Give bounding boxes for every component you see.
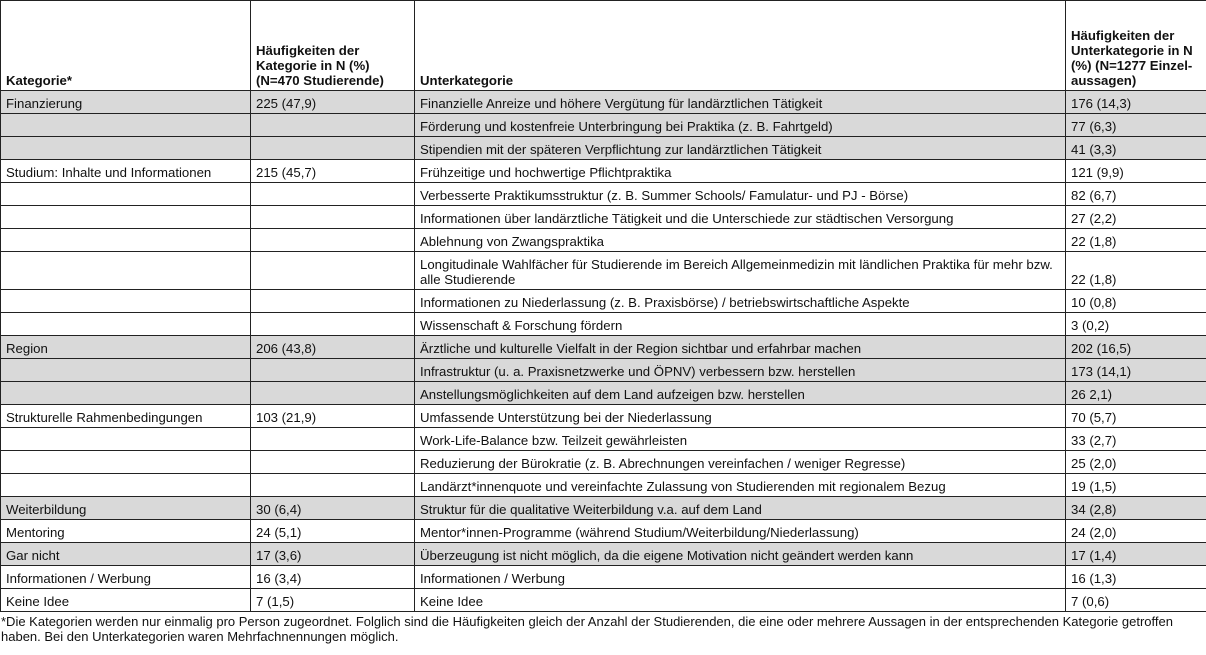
category-cell — [1, 290, 251, 313]
category-frequency-cell — [251, 252, 415, 290]
subcategory-frequency-cell: 27 (2,2) — [1066, 206, 1206, 229]
category-cell: Mentoring — [1, 520, 251, 543]
subcategory-frequency-cell: 202 (16,5) — [1066, 336, 1206, 359]
category-cell: Informationen / Werbung — [1, 566, 251, 589]
category-frequency-cell — [251, 382, 415, 405]
subcategory-frequency-cell: 121 (9,9) — [1066, 160, 1206, 183]
category-frequency-cell: 206 (43,8) — [251, 336, 415, 359]
subcategory-frequency-cell: 26 2,1) — [1066, 382, 1206, 405]
category-cell — [1, 229, 251, 252]
category-frequency-cell — [251, 114, 415, 137]
category-frequency-cell — [251, 359, 415, 382]
category-frequency-cell: 17 (3,6) — [251, 543, 415, 566]
category-cell — [1, 451, 251, 474]
subcategory-cell: Infrastruktur (u. a. Praxisnetzwerke und ÖPNV) verbessern bzw. herstellen — [415, 359, 1066, 382]
table-row — [1, 497, 1206, 520]
subcategory-frequency-cell: 41 (3,3) — [1066, 137, 1206, 160]
category-cell: Strukturelle Rahmenbedingungen — [1, 405, 251, 428]
table-row — [1, 91, 1206, 114]
table-row — [1, 543, 1206, 566]
category-cell — [1, 206, 251, 229]
subcategory-cell: Verbesserte Praktikumsstruktur (z. B. Summer Schools/ Famulatur- und PJ - Börse) — [415, 183, 1066, 206]
subcategory-frequency-cell: 24 (2,0) — [1066, 520, 1206, 543]
subcategory-frequency-cell: 3 (0,2) — [1066, 313, 1206, 336]
table-row — [1, 451, 1206, 474]
category-cell: Keine Idee — [1, 589, 251, 612]
table-row — [1, 252, 1206, 290]
header-unterkategorie-frequency: Häufigkeiten der Unterkategorie in N (%) (N=1277 Einzel-aussagen) — [1066, 1, 1206, 91]
subcategory-frequency-cell: 82 (6,7) — [1066, 183, 1206, 206]
category-frequency-cell — [251, 137, 415, 160]
subcategory-cell: Struktur für die qualitative Weiterbildung v.a. auf dem Land — [415, 497, 1066, 520]
table-row — [1, 114, 1206, 137]
subcategory-frequency-cell: 33 (2,7) — [1066, 428, 1206, 451]
category-frequency-cell — [251, 313, 415, 336]
category-cell: Finanzierung — [1, 91, 251, 114]
table-row — [1, 290, 1206, 313]
category-cell — [1, 428, 251, 451]
subcategory-cell: Keine Idee — [415, 589, 1066, 612]
subcategory-frequency-cell: 173 (14,1) — [1066, 359, 1206, 382]
subcategory-frequency-cell: 17 (1,4) — [1066, 543, 1206, 566]
header-row — [1, 1, 1206, 91]
category-frequency-cell — [251, 451, 415, 474]
table-row — [1, 183, 1206, 206]
table-row — [1, 382, 1206, 405]
table-body — [1, 91, 1206, 612]
table-row — [1, 336, 1206, 359]
subcategory-cell: Ablehnung von Zwangspraktika — [415, 229, 1066, 252]
subcategory-frequency-cell: 77 (6,3) — [1066, 114, 1206, 137]
subcategory-frequency-cell: 176 (14,3) — [1066, 91, 1206, 114]
category-frequency-cell — [251, 474, 415, 497]
subcategory-cell: Informationen zu Niederlassung (z. B. Praxisbörse) / betriebswirtschaftliche Aspekte — [415, 290, 1066, 313]
subcategory-frequency-cell: 19 (1,5) — [1066, 474, 1206, 497]
subcategory-frequency-cell: 22 (1,8) — [1066, 252, 1206, 290]
subcategory-frequency-cell: 70 (5,7) — [1066, 405, 1206, 428]
subcategory-frequency-cell: 22 (1,8) — [1066, 229, 1206, 252]
category-frequency-cell — [251, 229, 415, 252]
subcategory-frequency-cell: 34 (2,8) — [1066, 497, 1206, 520]
table-row — [1, 589, 1206, 612]
category-cell — [1, 382, 251, 405]
subcategory-cell: Reduzierung der Bürokratie (z. B. Abrechnungen vereinfachen / weniger Regresse) — [415, 451, 1066, 474]
subcategory-cell: Landärzt*innenquote und vereinfachte Zulassung von Studierenden mit regionalem Bezug — [415, 474, 1066, 497]
category-cell — [1, 183, 251, 206]
category-frequency-cell — [251, 183, 415, 206]
category-frequency-cell — [251, 206, 415, 229]
category-cell — [1, 114, 251, 137]
subcategory-cell: Informationen über landärztliche Tätigkeit und die Unterschiede zur städtischen Versorgung — [415, 206, 1066, 229]
subcategory-cell: Stipendien mit der späteren Verpflichtung zur landärztlichen Tätigkeit — [415, 137, 1066, 160]
subcategory-frequency-cell: 25 (2,0) — [1066, 451, 1206, 474]
table-row — [1, 313, 1206, 336]
category-frequency-cell: 103 (21,9) — [251, 405, 415, 428]
subcategory-cell: Finanzielle Anreize und höhere Vergütung für landärztlichen Tätigkeit — [415, 91, 1066, 114]
subcategory-cell: Wissenschaft & Forschung fördern — [415, 313, 1066, 336]
table-row — [1, 206, 1206, 229]
header-unterkategorie: Unterkategorie — [415, 1, 1066, 91]
table-row — [1, 405, 1206, 428]
category-cell — [1, 313, 251, 336]
subcategory-frequency-cell: 10 (0,8) — [1066, 290, 1206, 313]
category-cell: Weiterbildung — [1, 497, 251, 520]
table-row — [1, 229, 1206, 252]
subcategory-cell: Förderung und kostenfreie Unterbringung bei Praktika (z. B. Fahrtgeld) — [415, 114, 1066, 137]
category-cell: Region — [1, 336, 251, 359]
subcategory-frequency-cell: 7 (0,6) — [1066, 589, 1206, 612]
table-row — [1, 428, 1206, 451]
subcategory-cell: Frühzeitige und hochwertige Pflichtpraktika — [415, 160, 1066, 183]
subcategory-cell: Ärztliche und kulturelle Vielfalt in der Region sichtbar und erfahrbar machen — [415, 336, 1066, 359]
header-kategorie: Kategorie* — [1, 1, 251, 91]
category-cell — [1, 137, 251, 160]
category-frequency-cell — [251, 290, 415, 313]
footnote: *Die Kategorien werden nur einmalig pro Person zugeordnet. Folglich sind die Häufigkeiten gleich der Anzahl der Studierenden, die eine oder mehrere Aussagen in der entsprechenden Kategorie getroffen haben. Bei den Unterkategorien waren Mehrfachnennungen möglich. — [1, 614, 1173, 644]
category-frequency-cell: 225 (47,9) — [251, 91, 415, 114]
category-cell: Studium: Inhalte und Informationen — [1, 160, 251, 183]
category-cell — [1, 359, 251, 382]
subcategory-cell: Longitudinale Wahlfächer für Studierende im Bereich Allgemeinmedizin mit ländlichen Praktika für mehr bzw. alle Studierende — [415, 252, 1066, 290]
category-cell — [1, 474, 251, 497]
header-kategorie-frequency: Häufigkeiten der Kategorie in N (%) (N=470 Studierende) — [251, 1, 415, 91]
category-frequency-cell: 215 (45,7) — [251, 160, 415, 183]
category-frequency-cell — [251, 428, 415, 451]
subcategory-cell: Überzeugung ist nicht möglich, da die eigene Motivation nicht geändert werden kann — [415, 543, 1066, 566]
category-frequency-cell: 16 (3,4) — [251, 566, 415, 589]
category-frequency-cell: 7 (1,5) — [251, 589, 415, 612]
table-row — [1, 160, 1206, 183]
table-row — [1, 137, 1206, 160]
subcategory-cell: Informationen / Werbung — [415, 566, 1066, 589]
table-row — [1, 359, 1206, 382]
table-row — [1, 566, 1206, 589]
table-row — [1, 520, 1206, 543]
table-row — [1, 474, 1206, 497]
subcategory-cell: Anstellungsmöglichkeiten auf dem Land aufzeigen bzw. herstellen — [415, 382, 1066, 405]
subcategory-frequency-cell: 16 (1,3) — [1066, 566, 1206, 589]
category-cell: Gar nicht — [1, 543, 251, 566]
subcategory-cell: Umfassende Unterstützung bei der Niederlassung — [415, 405, 1066, 428]
subcategory-cell: Work-Life-Balance bzw. Teilzeit gewährleisten — [415, 428, 1066, 451]
subcategory-cell: Mentor*innen-Programme (während Studium/Weiterbildung/Niederlassung) — [415, 520, 1066, 543]
category-frequency-cell: 24 (5,1) — [251, 520, 415, 543]
category-frequency-cell: 30 (6,4) — [251, 497, 415, 520]
category-cell — [1, 252, 251, 290]
